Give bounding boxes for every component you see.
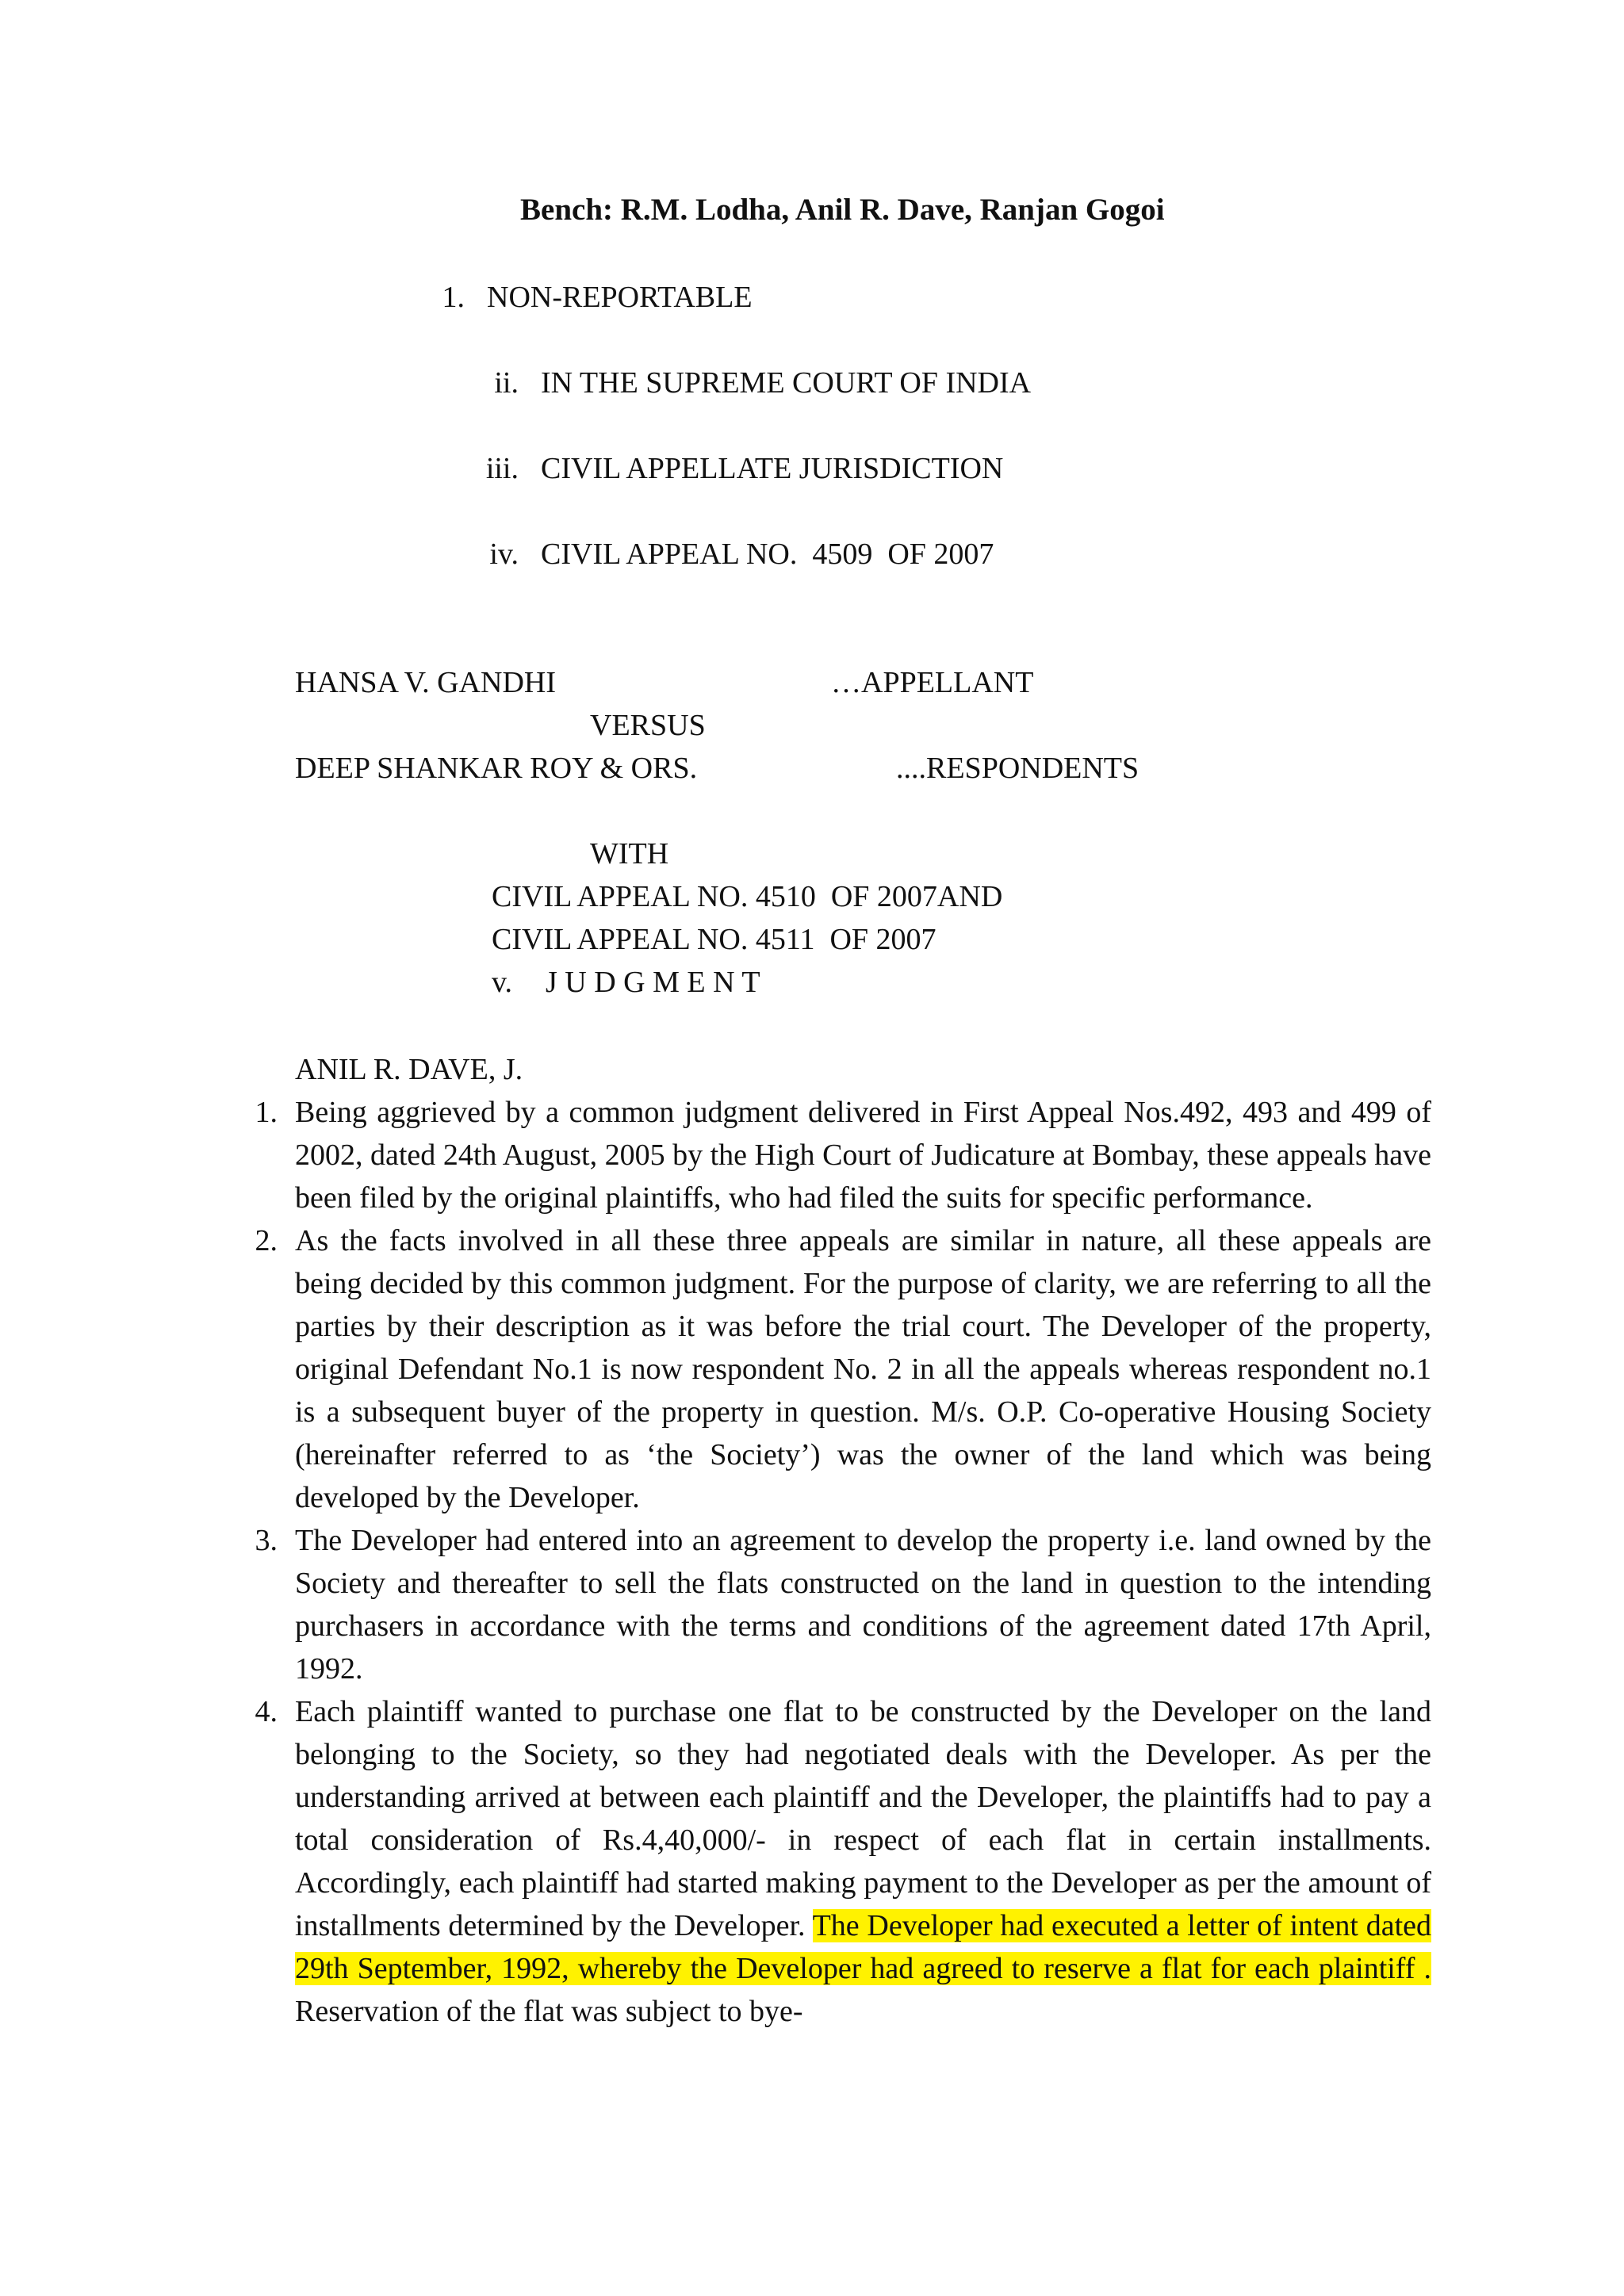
list-marker: ii. bbox=[494, 366, 519, 400]
list-text: CIVIL APPEAL NO. 4509 OF 2007 bbox=[541, 538, 994, 571]
list-marker: 1. bbox=[442, 281, 465, 314]
list-marker: iv. bbox=[489, 538, 519, 571]
respondent-name: DEEP SHANKAR ROY & ORS. bbox=[295, 752, 698, 785]
connected-appeal: CIVIL APPEAL NO. 4511 OF 2007 bbox=[492, 923, 936, 956]
paragraph bbox=[238, 1690, 1431, 2033]
respondent-role: ....RESPONDENTS bbox=[896, 752, 1139, 785]
versus-label: VERSUS bbox=[590, 709, 706, 742]
highlighted-text: The Developer had executed a letter of intent dated 29th September, 1992, whereby the Developer had agreed to reserve a flat for each plaintiff . bbox=[295, 1909, 1431, 1985]
list-text: NON-REPORTABLE bbox=[487, 281, 753, 314]
paragraph-text: Being aggrieved by a common judgment delivered in First Appeal Nos.492, 493 and 499 of 2002, dated 24th August, 2005 by the High Court of Judicature at Bombay, these appeals have been filed by the original plaintiffs, who had filed the suits for specific performance. bbox=[295, 1096, 1431, 1215]
list-marker: iii. bbox=[485, 452, 519, 485]
paragraph bbox=[238, 1519, 1431, 1690]
connected-appeal: CIVIL APPEAL NO. 4510 OF 2007AND bbox=[492, 880, 1003, 913]
with-label: WITH bbox=[590, 837, 669, 871]
judgment-body bbox=[238, 1091, 1431, 2033]
paragraph-text: As the facts involved in all these three appeals are similar in nature, all these appeals are being decided by this common judgment. For the purpose of clarity, we are referring to all the parties by their description as it was before the trial court. The Developer of the property, original Defendant No.1 is now respondent No. 2 in all the appeals whereas respondent no.1 is a subsequent buyer of the property in question. M/s. O.P. Co-operative Housing Society (hereinafter referred to as ‘the Society’) was the owner of the land which was being developed by the Developer. bbox=[295, 1224, 1431, 1514]
judgment-heading: J U D G M E N T bbox=[546, 966, 760, 999]
bench-line: Bench: R.M. Lodha, Anil R. Dave, Ranjan Gogoi bbox=[520, 193, 1165, 227]
paragraph-number: 2. bbox=[255, 1224, 278, 1257]
appellant-name: HANSA V. GANDHI bbox=[295, 666, 557, 699]
paragraph bbox=[238, 1091, 1431, 1219]
paragraph-text: Reservation of the flat was subject to bye- bbox=[295, 1995, 803, 2028]
paragraph-text: Each plaintiff wanted to purchase one flat to be constructed by the Developer on the land belonging to the Society, so they had negotiated deals with the Developer. As per the understanding arrived at between each plaintiff and the Developer, the plaintiffs had to pay a total consideration of Rs.4,40,000/- in respect of each flat in certain installments. Accordingly, each plaintiff had started making payment to the Developer as per the amount of installments determined by the Developer. bbox=[295, 1695, 1431, 1942]
paragraph-text: The Developer had entered into an agreement to develop the property i.e. land owned by the Society and thereafter to sell the flats constructed on the land in question to the intending purchasers in accordance with the terms and conditions of the agreement dated 17th April, 1992. bbox=[295, 1524, 1431, 1686]
list-text: CIVIL APPELLATE JURISDICTION bbox=[541, 452, 1004, 485]
appellant-role: …APPELLANT bbox=[831, 666, 1034, 699]
list-text: IN THE SUPREME COURT OF INDIA bbox=[541, 366, 1032, 400]
judgment-marker: v. bbox=[492, 966, 513, 999]
paragraph-number: 4. bbox=[255, 1695, 278, 1728]
judge-name: ANIL R. DAVE, J. bbox=[295, 1053, 523, 1086]
paragraph-number: 1. bbox=[255, 1096, 278, 1129]
paragraph-number: 3. bbox=[255, 1524, 278, 1557]
paragraph bbox=[238, 1219, 1431, 1519]
